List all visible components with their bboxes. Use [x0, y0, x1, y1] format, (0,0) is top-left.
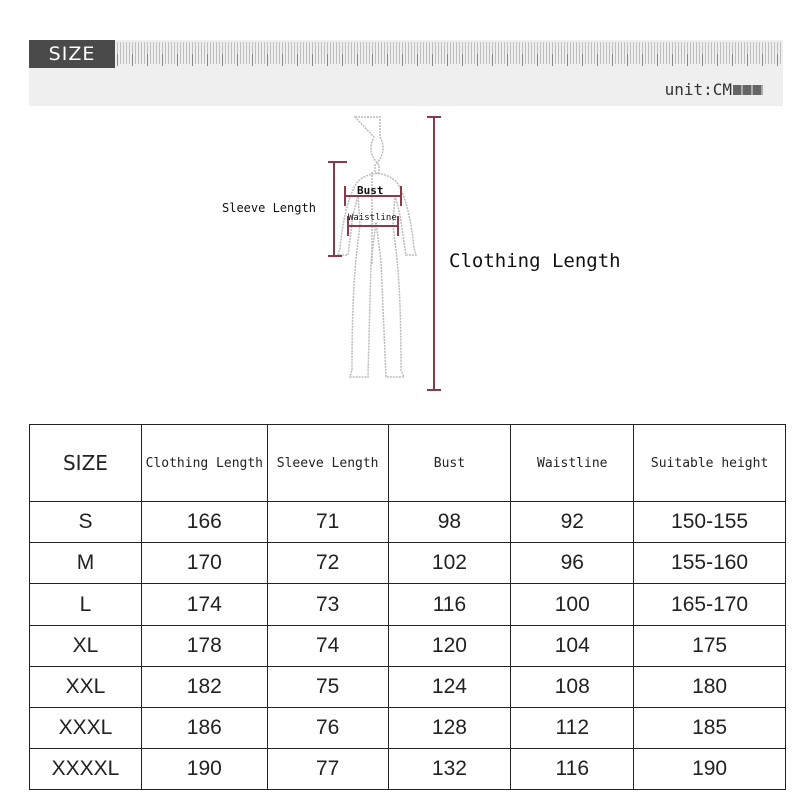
cell-bust: 116 — [388, 584, 511, 625]
cell-sleeve-length: 75 — [267, 666, 388, 707]
cell-waistline: 100 — [511, 584, 634, 625]
cell-clothing-length: 174 — [141, 584, 267, 625]
cell-waistline: 104 — [511, 625, 634, 666]
header-sleeve-length: Sleeve Length — [267, 425, 388, 502]
cell-waistline: 112 — [511, 707, 634, 748]
cell-sleeve-length: 76 — [267, 707, 388, 748]
cell-sleeve-length: 74 — [267, 625, 388, 666]
cell-sleeve-length: 72 — [267, 543, 388, 584]
cell-bust: 128 — [388, 707, 511, 748]
cell-bust: 98 — [388, 502, 511, 543]
cell-suitable-height: 180 — [634, 666, 786, 707]
clothing-length-label: Clothing Length — [449, 250, 621, 272]
table-row — [30, 666, 786, 707]
table-row — [30, 502, 786, 543]
size-title: SIZE — [29, 40, 115, 68]
coverall-outline — [338, 117, 416, 377]
cell-suitable-height: 185 — [634, 707, 786, 748]
cell-clothing-length: 170 — [141, 543, 267, 584]
cell-waistline: 96 — [511, 543, 634, 584]
cell-size: L — [30, 584, 142, 625]
cell-waistline: 92 — [511, 502, 634, 543]
cell-suitable-height: 155-160 — [634, 543, 786, 584]
cell-clothing-length: 186 — [141, 707, 267, 748]
sleeve-length-label: Sleeve Length — [222, 201, 316, 215]
cell-sleeve-length: 71 — [267, 502, 388, 543]
table-row — [30, 543, 786, 584]
cell-sleeve-length: 77 — [267, 748, 388, 789]
cell-clothing-length: 178 — [141, 625, 267, 666]
waistline-label: Waistline — [348, 213, 397, 223]
cell-size: XL — [30, 625, 142, 666]
cell-bust: 120 — [388, 625, 511, 666]
cell-waistline: 108 — [511, 666, 634, 707]
cell-clothing-length: 182 — [141, 666, 267, 707]
cell-bust: 124 — [388, 666, 511, 707]
cell-suitable-height: 175 — [634, 625, 786, 666]
cell-size: XXXL — [30, 707, 142, 748]
cell-suitable-height: 165-170 — [634, 584, 786, 625]
cell-size: M — [30, 543, 142, 584]
cell-size: S — [30, 502, 142, 543]
header-waistline: Waistline — [511, 425, 634, 502]
table-row — [30, 707, 786, 748]
table-row — [30, 625, 786, 666]
cell-clothing-length: 166 — [141, 502, 267, 543]
bust-label: Bust — [357, 184, 384, 197]
cell-size: XXL — [30, 666, 142, 707]
cell-sleeve-length: 73 — [267, 584, 388, 625]
cell-suitable-height: 190 — [634, 748, 786, 789]
cell-size: XXXXL — [30, 748, 142, 789]
cell-bust: 102 — [388, 543, 511, 584]
cell-suitable-height: 150-155 — [634, 502, 786, 543]
table-row — [30, 748, 786, 789]
header-clothing-length: Clothing Length — [141, 425, 267, 502]
cell-waistline: 116 — [511, 748, 634, 789]
cell-bust: 132 — [388, 748, 511, 789]
header-size: SIZE — [30, 425, 142, 502]
cell-clothing-length: 190 — [141, 748, 267, 789]
table-header-row — [30, 425, 786, 502]
unit-text: unit:CM — [664, 80, 732, 99]
size-table — [29, 424, 786, 790]
table-row — [30, 584, 786, 625]
header-bust: Bust — [388, 425, 511, 502]
header-suitable-height: Suitable height — [634, 425, 786, 502]
